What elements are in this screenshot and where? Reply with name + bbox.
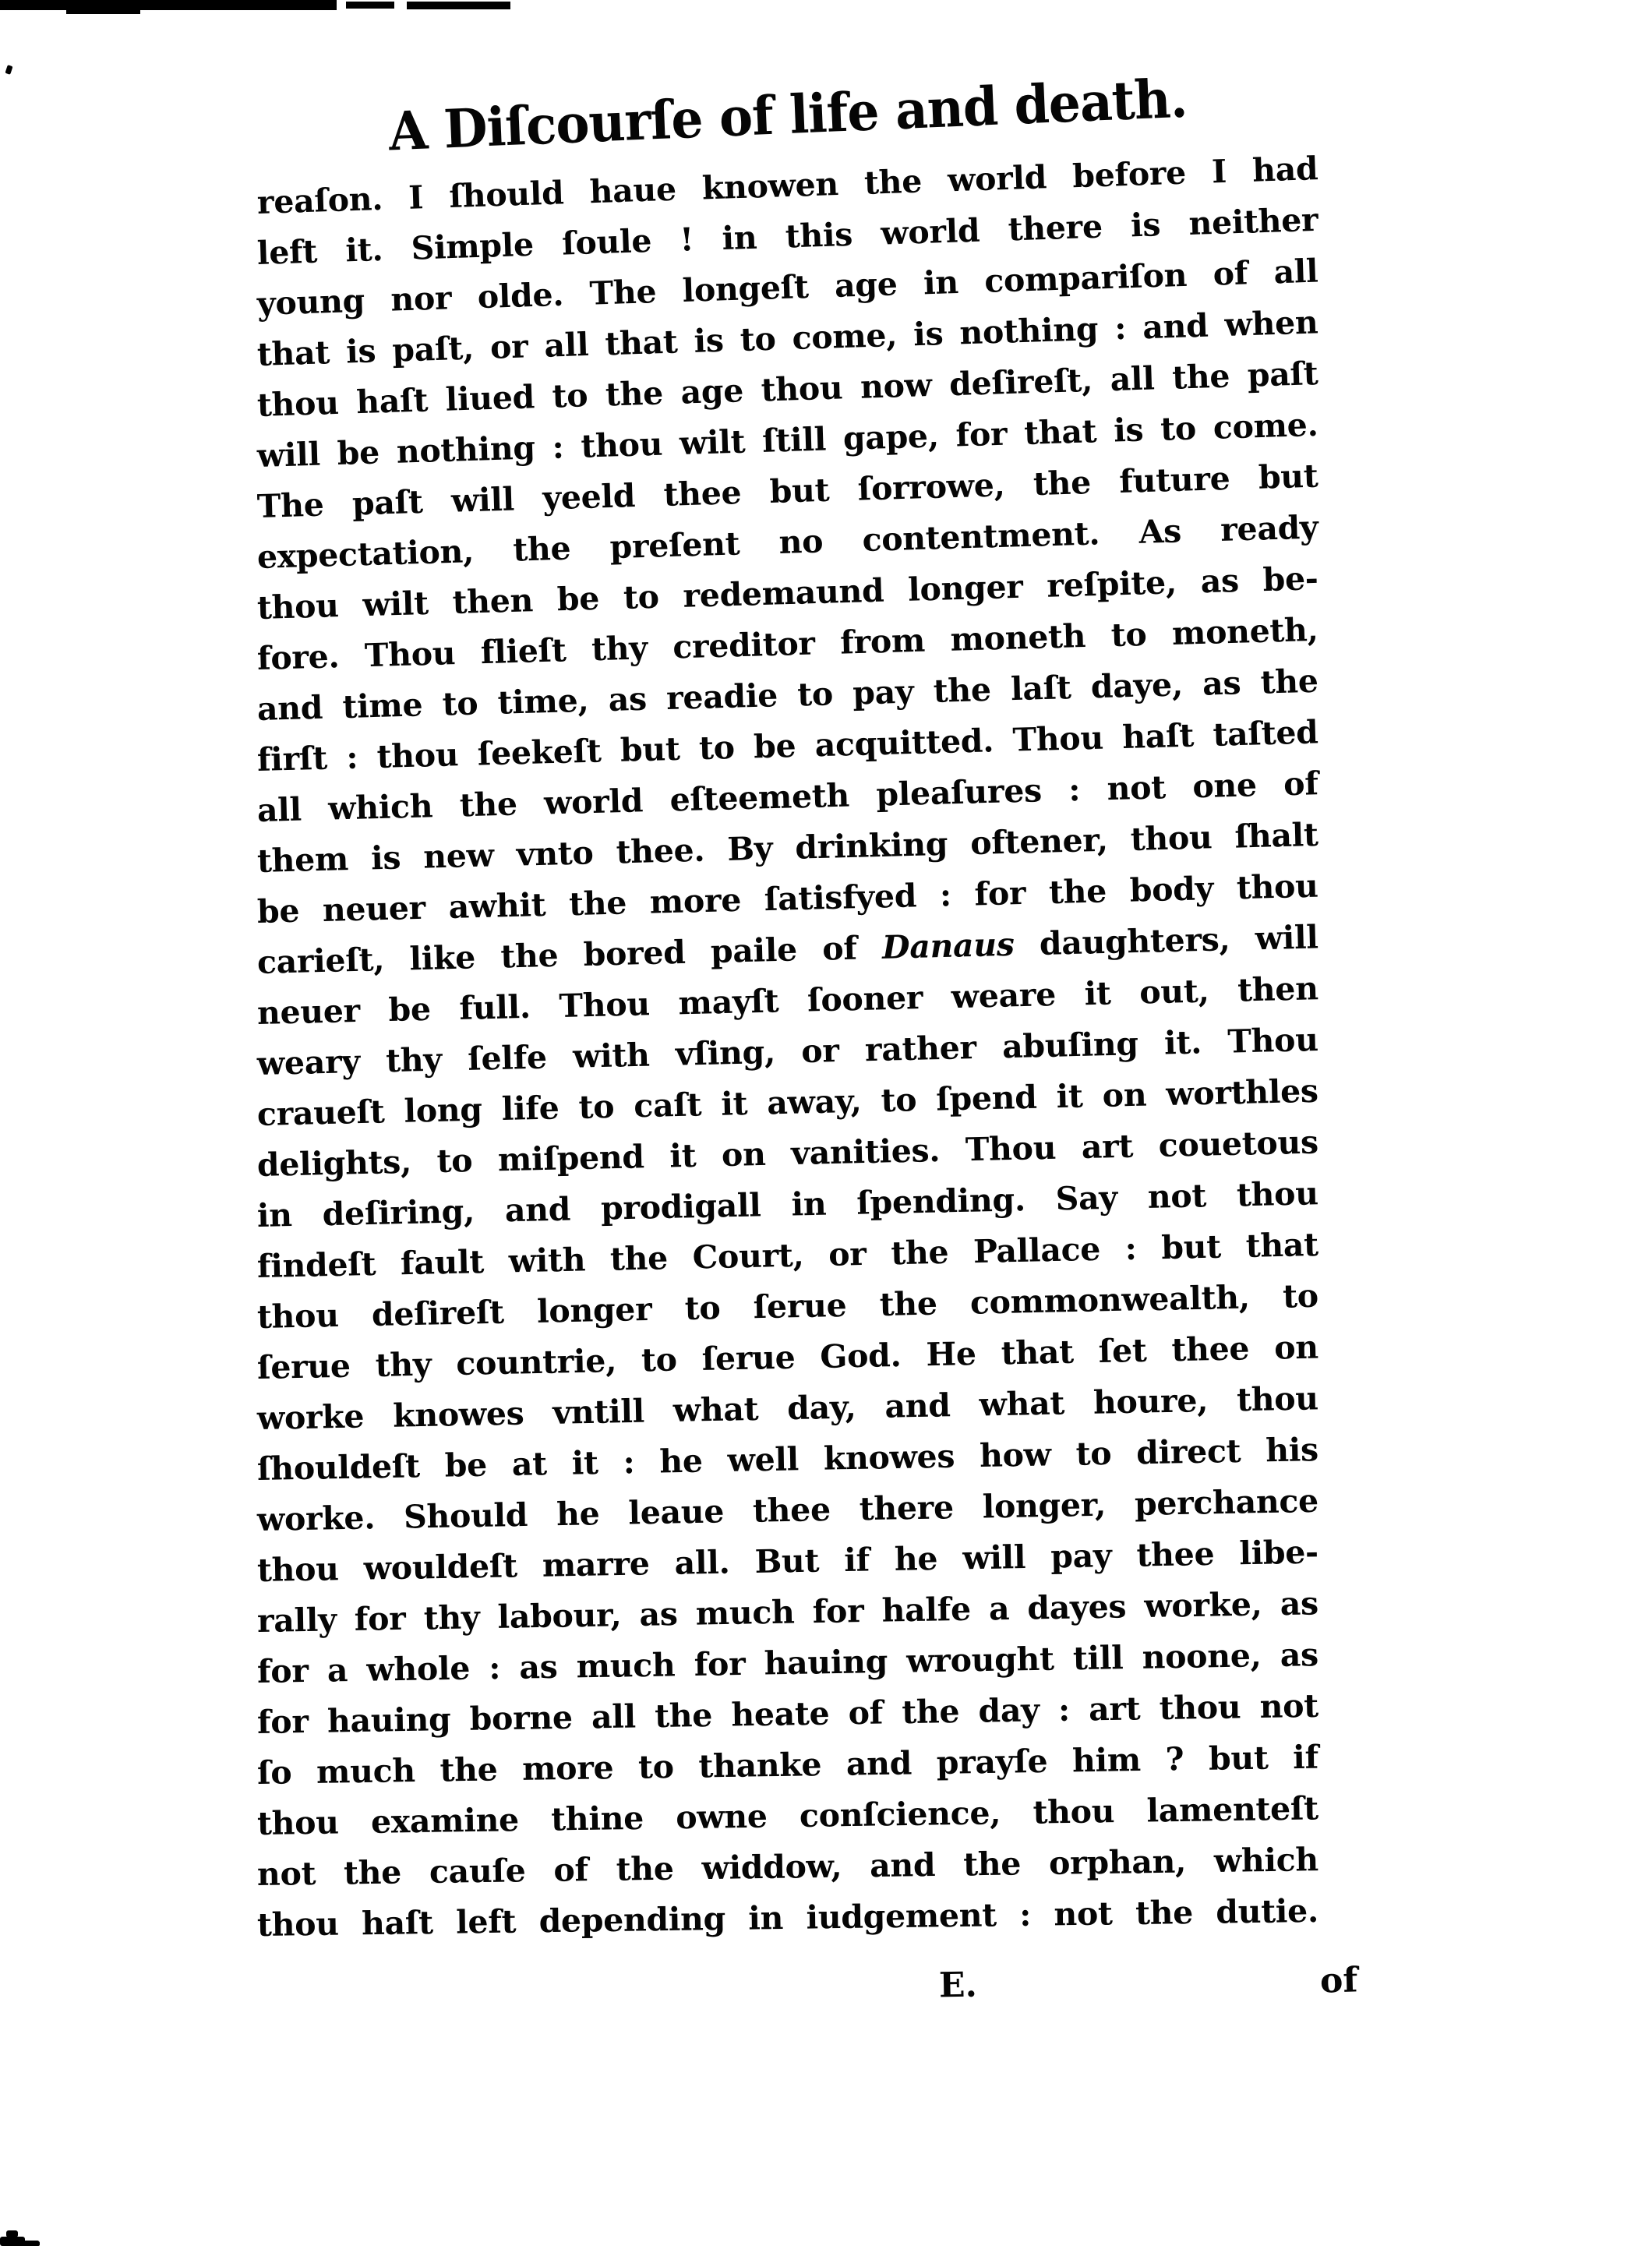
scan-edge-dash <box>346 2 394 9</box>
text-line: that is paſt, or all that is to come, is nothing : and when <box>256 303 1319 373</box>
text-line: fore. Thou flieſt thy creditor from moneth to moneth, <box>256 610 1319 677</box>
text-line: firſt : thou ſeekeſt but to be acquitted. Thou haſt taſted <box>256 713 1319 779</box>
text-line: them is new vnto thee. By drinking oftener, thou ſhalt <box>256 815 1319 880</box>
text-line: ſerue thy countrie, to ſerue God. He that ſet thee on <box>256 1328 1319 1386</box>
text-line: neuer be full. Thou mayſt ſooner weare it out, then <box>256 969 1319 1032</box>
text-line: thou haſt left depending in iudgement : not the dutie. <box>256 1891 1319 1944</box>
text-line: in deſiring, and prodigall in ſpending. Say not thou <box>256 1174 1319 1234</box>
text-line: left it. Simple ſoule ! in this world there is neither <box>256 200 1319 272</box>
text-line: findeſt fault with the Court, or the Pallace : but that <box>256 1226 1319 1285</box>
text-line: will be nothing : thou wilt ſtill gape, for that is to come. <box>256 405 1319 475</box>
text-line: not the cauſe of the widdow, and the orphan, which <box>256 1841 1319 1893</box>
scan-edge-bar <box>66 9 140 14</box>
text-line: thou wouldeſt marre all. But if he will pay thee libe- <box>256 1533 1319 1589</box>
text-line: thou deſireſt longer to ſerue the commonwealth, to <box>256 1277 1319 1336</box>
text-line: ſhouldeſt be at it : he well knowes how to direct his <box>256 1431 1319 1488</box>
body-text <box>256 150 1319 1951</box>
text-line: and time to time, as readie to pay the laſt daye, as the <box>256 662 1319 728</box>
text-line: be neuer awhit the more ſatisfyed : for the body thou <box>256 867 1319 931</box>
text-line: thou examine thine owne conſcience, thou lamenteſt <box>256 1789 1319 1842</box>
text-line: delights, to miſpend it on vanities. Thou art couetous <box>256 1123 1319 1184</box>
page-title: A Diſcourſe of life and death. <box>387 67 1188 164</box>
scan-edge-bar <box>0 0 337 10</box>
signature-mark: E. <box>938 1965 978 2006</box>
text-line: weary thy ſelfe with vſing, or rather abuſing it. Thou <box>256 1020 1319 1082</box>
scan-edge-dash <box>407 2 510 9</box>
text-line: The paſt will yeeld thee but ſorrowe, the future but <box>256 457 1319 525</box>
text-line: all which the world eſteemeth pleaſures : not one of <box>256 765 1319 829</box>
text-line: craueſt long life to caſt it away, to ſpend it on worthles <box>256 1072 1319 1133</box>
catchword: of <box>1319 1960 1358 2001</box>
text-line: expectation, the preſent no contentment. As ready <box>256 508 1319 576</box>
text-line: reaſon. I ſhould haue knowen the world before I had <box>256 150 1319 221</box>
text-line: thou wilt then be to redemaund longer reſpite, as be- <box>256 560 1319 627</box>
text-line: for a whole : as much for hauing wrought till noone, as <box>256 1636 1319 1690</box>
ink-fleck <box>5 65 12 75</box>
text-segment: daughters, will <box>1013 918 1319 963</box>
italic-proper-name: Danaus <box>881 925 1015 966</box>
text-segment: carieſt, like the bored paile of <box>256 928 883 981</box>
text-line: for hauing borne all the heate of the day : art thou not <box>256 1686 1319 1741</box>
text-line: thou haſt liued to the age thou now deſireſt, all the paſt <box>256 355 1319 424</box>
text-line: rally for thy labour, as much for halfe a dayes worke, as <box>256 1584 1319 1640</box>
ink-blob <box>6 2230 18 2237</box>
text-line: ſo much the more to thanke and prayſe him ? but if <box>256 1738 1319 1792</box>
text-line: worke knowes vntill what day, and what houre, thou <box>256 1379 1319 1437</box>
ink-blob <box>31 2241 40 2246</box>
text-line: worke. Should he leaue thee there longer, perchance <box>256 1481 1319 1538</box>
text-line: young nor olde. The longeſt age in compariſon of all <box>256 252 1319 323</box>
